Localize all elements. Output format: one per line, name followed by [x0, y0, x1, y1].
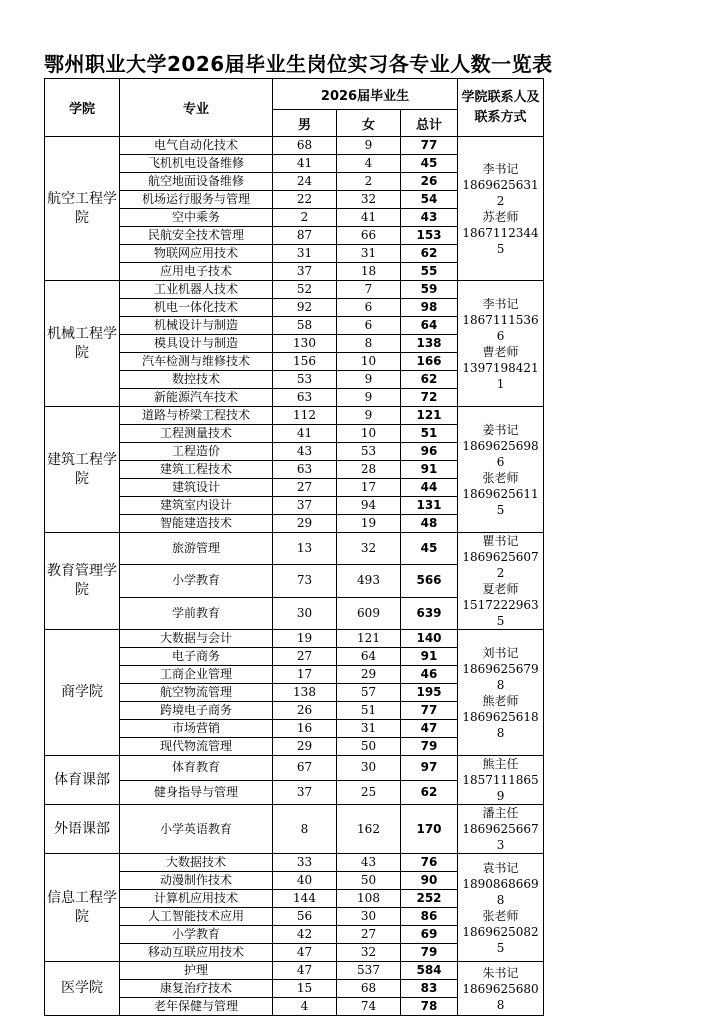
female-count: 53	[337, 443, 401, 461]
contact-phone: 18908686698	[462, 876, 539, 907]
major-name: 数控技术	[120, 371, 273, 389]
contact-phone: 18696256673	[462, 822, 539, 852]
total-count: 566	[401, 565, 458, 597]
total-count: 76	[401, 854, 458, 872]
contact-person: 李书记	[482, 296, 519, 311]
female-count: 8	[337, 335, 401, 353]
major-name: 建筑设计	[120, 479, 273, 497]
female-count: 108	[337, 890, 401, 908]
female-count: 31	[337, 245, 401, 263]
major-name: 道路与桥梁工程技术	[120, 407, 273, 425]
table-row	[45, 137, 544, 155]
college-contact	[458, 407, 544, 533]
female-count: 162	[337, 805, 401, 854]
total-count: 131	[401, 497, 458, 515]
female-count: 28	[337, 461, 401, 479]
male-count: 130	[273, 335, 337, 353]
female-count: 41	[337, 209, 401, 227]
male-count: 29	[273, 515, 337, 533]
major-name: 建筑室内设计	[120, 497, 273, 515]
major-name: 康复治疗技术	[120, 980, 273, 998]
contact-phone: 18671123445	[462, 225, 539, 256]
major-name: 计算机应用技术	[120, 890, 273, 908]
header-row	[45, 79, 544, 110]
major-name: 模具设计与制造	[120, 335, 273, 353]
major-name: 体育教育	[120, 756, 273, 781]
male-count: 112	[273, 407, 337, 425]
total-count: 48	[401, 515, 458, 533]
contact-person: 张老师	[482, 908, 519, 923]
total-count: 91	[401, 648, 458, 666]
total-count: 69	[401, 926, 458, 944]
total-count: 90	[401, 872, 458, 890]
female-count: 32	[337, 191, 401, 209]
college-contact	[458, 137, 544, 281]
male-count: 13	[273, 533, 337, 565]
major-name: 飞机机电设备维修	[120, 155, 273, 173]
female-count: 9	[337, 137, 401, 155]
contact-person: 潘主任	[482, 806, 519, 820]
male-count: 56	[273, 908, 337, 926]
male-count: 31	[273, 245, 337, 263]
female-count: 30	[337, 756, 401, 781]
major-name: 航空地面设备维修	[120, 173, 273, 191]
table-row	[45, 854, 544, 872]
major-name: 大数据与会计	[120, 630, 273, 648]
contact-person: 李书记	[482, 161, 519, 176]
male-count: 138	[273, 684, 337, 702]
female-count: 32	[337, 944, 401, 962]
female-count: 30	[337, 908, 401, 926]
female-count: 9	[337, 407, 401, 425]
header-male: 男	[273, 110, 337, 137]
college-contact	[458, 962, 544, 1016]
male-count: 73	[273, 565, 337, 597]
female-count: 25	[337, 780, 401, 805]
total-count: 55	[401, 263, 458, 281]
major-name: 学前教育	[120, 597, 273, 629]
total-count: 79	[401, 738, 458, 756]
document-title: 鄂州职业大学2026届毕业生岗位实习各专业人数一览表	[44, 52, 553, 76]
total-count: 153	[401, 227, 458, 245]
major-name: 新能源汽车技术	[120, 389, 273, 407]
female-count: 7	[337, 281, 401, 299]
major-name: 智能建造技术	[120, 515, 273, 533]
total-count: 62	[401, 245, 458, 263]
major-name: 机电一体化技术	[120, 299, 273, 317]
contact-person: 曹老师	[482, 344, 519, 359]
male-count: 67	[273, 756, 337, 781]
header-contact: 学院联系人及联系方式	[458, 79, 544, 137]
contact-phone: 18671115366	[462, 312, 539, 343]
total-count: 195	[401, 684, 458, 702]
male-count: 29	[273, 738, 337, 756]
major-name: 机械设计与制造	[120, 317, 273, 335]
male-count: 52	[273, 281, 337, 299]
major-name: 建筑工程技术	[120, 461, 273, 479]
contact-person: 夏老师	[482, 582, 519, 596]
major-name: 人工智能技术应用	[120, 908, 273, 926]
total-count: 45	[401, 155, 458, 173]
total-count: 54	[401, 191, 458, 209]
major-name: 小学英语教育	[120, 805, 273, 854]
major-name: 航空物流管理	[120, 684, 273, 702]
female-count: 29	[337, 666, 401, 684]
contact-person: 熊主任	[482, 757, 519, 771]
total-count: 78	[401, 998, 458, 1016]
major-name: 护理	[120, 962, 273, 980]
total-count: 72	[401, 389, 458, 407]
male-count: 42	[273, 926, 337, 944]
total-count: 170	[401, 805, 458, 854]
total-count: 44	[401, 479, 458, 497]
male-count: 22	[273, 191, 337, 209]
female-count: 2	[337, 173, 401, 191]
total-count: 26	[401, 173, 458, 191]
female-count: 32	[337, 533, 401, 565]
table-row	[45, 281, 544, 299]
male-count: 37	[273, 263, 337, 281]
female-count: 66	[337, 227, 401, 245]
contact-phone: 18696256986	[462, 438, 539, 469]
female-count: 43	[337, 854, 401, 872]
contact-person: 瞿书记	[482, 534, 519, 548]
male-count: 27	[273, 479, 337, 497]
total-count: 91	[401, 461, 458, 479]
major-name: 汽车检测与维修技术	[120, 353, 273, 371]
contact-person: 刘书记	[482, 645, 519, 660]
total-count: 138	[401, 335, 458, 353]
contact-phone: 15172229635	[462, 598, 539, 628]
college-name: 商学院	[45, 630, 120, 756]
contact-person: 苏老师	[482, 209, 519, 224]
contact-phone: 18696256808	[462, 981, 539, 1012]
college-name: 医学院	[45, 962, 120, 1016]
major-name: 小学教育	[120, 926, 273, 944]
college-contact	[458, 854, 544, 962]
total-count: 166	[401, 353, 458, 371]
female-count: 94	[337, 497, 401, 515]
total-count: 98	[401, 299, 458, 317]
college-contact	[458, 533, 544, 630]
male-count: 16	[273, 720, 337, 738]
female-count: 121	[337, 630, 401, 648]
contact-person: 袁书记	[482, 860, 519, 875]
total-count: 252	[401, 890, 458, 908]
male-count: 37	[273, 497, 337, 515]
table-row	[45, 756, 544, 781]
male-count: 27	[273, 648, 337, 666]
contact-phone: 13971984211	[462, 360, 539, 391]
female-count: 6	[337, 299, 401, 317]
female-count: 493	[337, 565, 401, 597]
major-name: 大数据技术	[120, 854, 273, 872]
contact-phone: 18571118659	[462, 773, 539, 803]
college-name: 航空工程学院	[45, 137, 120, 281]
female-count: 50	[337, 738, 401, 756]
major-name: 机场运行服务与管理	[120, 191, 273, 209]
male-count: 63	[273, 389, 337, 407]
college-contact	[458, 756, 544, 805]
male-count: 26	[273, 702, 337, 720]
total-count: 45	[401, 533, 458, 565]
total-count: 639	[401, 597, 458, 629]
major-name: 电子商务	[120, 648, 273, 666]
college-name: 教育管理学院	[45, 533, 120, 630]
major-name: 健身指导与管理	[120, 780, 273, 805]
male-count: 17	[273, 666, 337, 684]
male-count: 53	[273, 371, 337, 389]
female-count: 609	[337, 597, 401, 629]
major-name: 应用电子技术	[120, 263, 273, 281]
contact-person: 姜书记	[482, 422, 519, 437]
college-name: 机械工程学院	[45, 281, 120, 407]
contact-phone: 18696256115	[462, 486, 539, 517]
male-count: 19	[273, 630, 337, 648]
header-graduates-group: 2026届毕业生	[273, 79, 458, 110]
male-count: 4	[273, 998, 337, 1016]
graduates-table	[44, 78, 544, 1016]
college-name: 信息工程学院	[45, 854, 120, 962]
major-name: 物联网应用技术	[120, 245, 273, 263]
contact-phone: 18696256072	[462, 550, 539, 580]
table-row	[45, 630, 544, 648]
major-name: 电气自动化技术	[120, 137, 273, 155]
male-count: 24	[273, 173, 337, 191]
female-count: 9	[337, 389, 401, 407]
female-count: 19	[337, 515, 401, 533]
total-count: 584	[401, 962, 458, 980]
major-name: 小学教育	[120, 565, 273, 597]
college-name: 外语课部	[45, 805, 120, 854]
major-name: 旅游管理	[120, 533, 273, 565]
major-name: 工业机器人技术	[120, 281, 273, 299]
female-count: 74	[337, 998, 401, 1016]
male-count: 58	[273, 317, 337, 335]
college-contact	[458, 805, 544, 854]
contact-phone: 18696256312	[462, 177, 539, 208]
total-count: 121	[401, 407, 458, 425]
male-count: 87	[273, 227, 337, 245]
male-count: 37	[273, 780, 337, 805]
female-count: 9	[337, 371, 401, 389]
major-name: 移动互联应用技术	[120, 944, 273, 962]
contact-phone: 18696256188	[462, 709, 539, 740]
header-major: 专业	[120, 79, 273, 137]
total-count: 59	[401, 281, 458, 299]
major-name: 老年保健与管理	[120, 998, 273, 1016]
total-count: 83	[401, 980, 458, 998]
college-contact	[458, 630, 544, 756]
total-count: 140	[401, 630, 458, 648]
table-row	[45, 962, 544, 980]
male-count: 15	[273, 980, 337, 998]
contact-phone: 18696256798	[462, 661, 539, 692]
female-count: 17	[337, 479, 401, 497]
male-count: 41	[273, 155, 337, 173]
female-count: 50	[337, 872, 401, 890]
female-count: 6	[337, 317, 401, 335]
table-row	[45, 805, 544, 854]
male-count: 63	[273, 461, 337, 479]
male-count: 144	[273, 890, 337, 908]
major-name: 市场营销	[120, 720, 273, 738]
total-count: 47	[401, 720, 458, 738]
male-count: 33	[273, 854, 337, 872]
total-count: 46	[401, 666, 458, 684]
female-count: 68	[337, 980, 401, 998]
female-count: 18	[337, 263, 401, 281]
male-count: 92	[273, 299, 337, 317]
female-count: 64	[337, 648, 401, 666]
total-count: 62	[401, 371, 458, 389]
header-college: 学院	[45, 79, 120, 137]
male-count: 68	[273, 137, 337, 155]
total-count: 86	[401, 908, 458, 926]
header-female: 女	[337, 110, 401, 137]
female-count: 57	[337, 684, 401, 702]
contact-person: 张老师	[482, 470, 519, 485]
contact-person: 熊老师	[482, 693, 519, 708]
total-count: 64	[401, 317, 458, 335]
male-count: 47	[273, 962, 337, 980]
female-count: 31	[337, 720, 401, 738]
male-count: 43	[273, 443, 337, 461]
major-name: 工商企业管理	[120, 666, 273, 684]
header-total: 总计	[401, 110, 458, 137]
contact-phone: 18696250825	[462, 924, 539, 955]
total-count: 77	[401, 702, 458, 720]
college-contact	[458, 281, 544, 407]
male-count: 8	[273, 805, 337, 854]
male-count: 41	[273, 425, 337, 443]
male-count: 156	[273, 353, 337, 371]
major-name: 工程测量技术	[120, 425, 273, 443]
college-name: 建筑工程学院	[45, 407, 120, 533]
total-count: 96	[401, 443, 458, 461]
major-name: 工程造价	[120, 443, 273, 461]
female-count: 27	[337, 926, 401, 944]
male-count: 40	[273, 872, 337, 890]
total-count: 77	[401, 137, 458, 155]
major-name: 民航安全技术管理	[120, 227, 273, 245]
major-name: 跨境电子商务	[120, 702, 273, 720]
female-count: 4	[337, 155, 401, 173]
male-count: 30	[273, 597, 337, 629]
total-count: 43	[401, 209, 458, 227]
total-count: 62	[401, 780, 458, 805]
female-count: 10	[337, 353, 401, 371]
male-count: 47	[273, 944, 337, 962]
total-count: 51	[401, 425, 458, 443]
college-name: 体育课部	[45, 756, 120, 805]
total-count: 79	[401, 944, 458, 962]
female-count: 10	[337, 425, 401, 443]
table-row	[45, 533, 544, 565]
total-count: 97	[401, 756, 458, 781]
major-name: 动漫制作技术	[120, 872, 273, 890]
female-count: 537	[337, 962, 401, 980]
major-name: 现代物流管理	[120, 738, 273, 756]
male-count: 2	[273, 209, 337, 227]
major-name: 空中乘务	[120, 209, 273, 227]
female-count: 51	[337, 702, 401, 720]
table-row	[45, 407, 544, 425]
contact-person: 朱书记	[482, 965, 519, 980]
